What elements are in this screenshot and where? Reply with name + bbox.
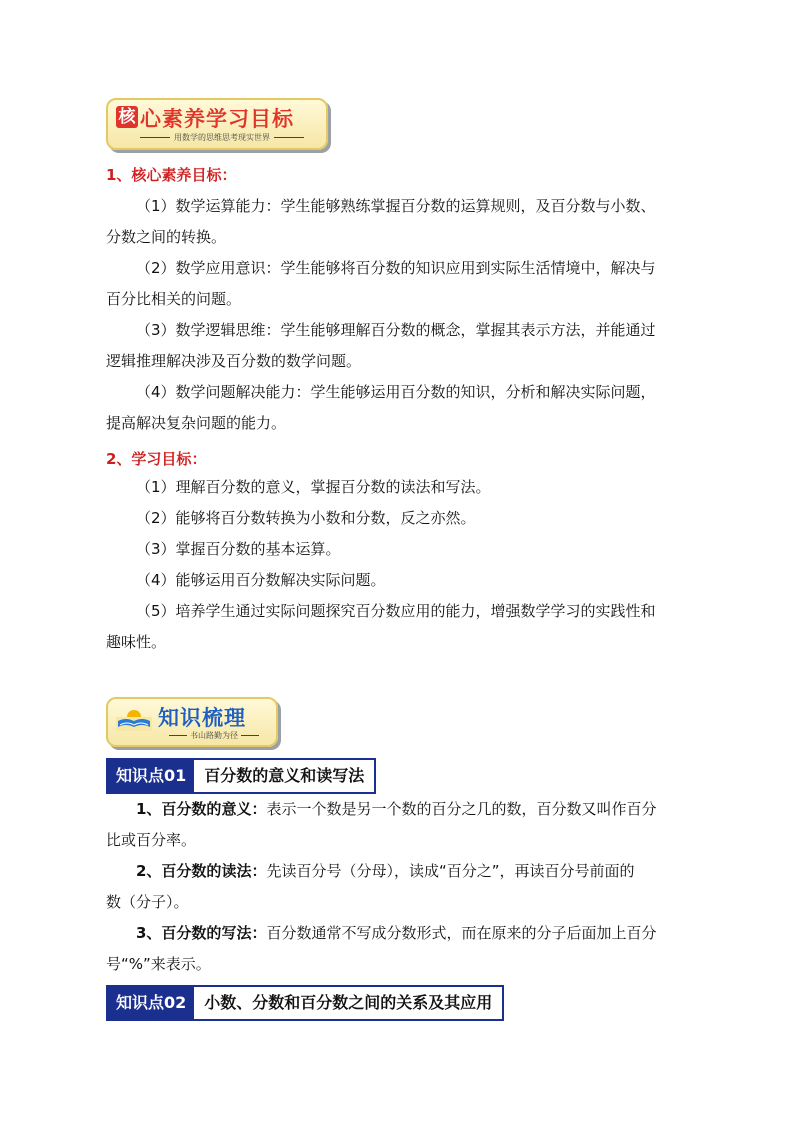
core-item-2-line2: 百分比相关的问题。 [106, 290, 242, 308]
core-item-3-line1: （3）数学逻辑思维：学生能够理解百分数的概念，掌握其表示方法，并能通过 [136, 321, 656, 339]
knowledge-point-name: 百分数的意义和读写法 [204, 766, 365, 785]
knowledge-point-name: 小数、分数和百分数之间的关系及其应用 [204, 993, 493, 1012]
core-item-4-line1: （4）数学问题解决能力：学生能够运用百分数的知识，分析和解决实际问题， [136, 383, 656, 401]
kp1-text: 先读百分号（分母），读成“百分之”，再读百分号前面的 [266, 862, 635, 880]
section-title: 心素养学习目标 [140, 107, 294, 131]
section-subtitle: 书山路勤为径 [160, 730, 268, 741]
kp1-text: 表示一个数是另一个数的百分之几的数，百分数又叫作百分 [266, 800, 657, 818]
knowledge-point-02-bar [106, 985, 504, 1021]
core-item-1-line1: （1）数学运算能力：学生能够熟练掌握百分数的运算规则，及百分数与小数、 [136, 197, 656, 215]
kp1-paragraph-2-line1 [136, 856, 635, 887]
kp1-term-reading: 2、百分数的读法： [136, 862, 267, 880]
kp1-paragraph-1-line1 [136, 794, 656, 825]
kp1-paragraph-3-line1 [136, 918, 656, 949]
core-item-2-line1: （2）数学应用意识：学生能够将百分数的知识应用到实际生活情境中，解决与 [136, 259, 656, 277]
section-title: 知识梳理 [158, 706, 246, 730]
kp1-term-writing: 3、百分数的写法： [136, 924, 267, 942]
goal-item-3: （3）掌握百分数的基本运算。 [136, 540, 341, 558]
knowledge-point-tag: 知识点01 [108, 760, 194, 792]
core-item-1-line2: 分数之间的转换。 [106, 228, 227, 246]
core-badge: 核 [116, 106, 138, 128]
goal-item-4: （4）能够运用百分数解决实际问题。 [136, 571, 386, 589]
goal-item-1: （1）理解百分数的意义，掌握百分数的读法和写法。 [136, 478, 491, 496]
knowledge-point-tag: 知识点02 [108, 987, 194, 1019]
section-subtitle: 用数学的思维思考现实世界 [134, 132, 310, 143]
knowledge-point-01-bar [106, 758, 376, 794]
kp1-paragraph-3-line2: 号“%”来表示。 [106, 955, 211, 973]
goal-item-5-line1: （5）培养学生通过实际问题探究百分数应用的能力，增强数学学习的实践性和 [136, 602, 656, 620]
kp1-text: 百分数通常不写成分数形式，而在原来的分子后面加上百分 [266, 924, 657, 942]
kp1-term-meaning: 1、百分数的意义： [136, 800, 267, 818]
core-item-3-line2: 逻辑推理解决涉及百分数的数学问题。 [106, 352, 362, 370]
section-banner-knowledge [106, 697, 278, 747]
goal-item-5-line2: 趣味性。 [106, 633, 167, 651]
goal-item-2: （2）能够将百分数转换为小数和分数，反之亦然。 [136, 509, 476, 527]
learning-goals-heading: 2、学习目标： [106, 450, 207, 468]
section-banner-core-literacy [106, 98, 328, 150]
kp1-paragraph-2-line2: 数（分子）。 [106, 893, 189, 911]
open-book-sunrise-icon [116, 705, 152, 731]
kp1-paragraph-1-line2: 比或百分率。 [106, 831, 197, 849]
core-goals-heading: 1、核心素养目标： [106, 166, 237, 184]
core-item-4-line2: 提高解决复杂问题的能力。 [106, 414, 287, 432]
